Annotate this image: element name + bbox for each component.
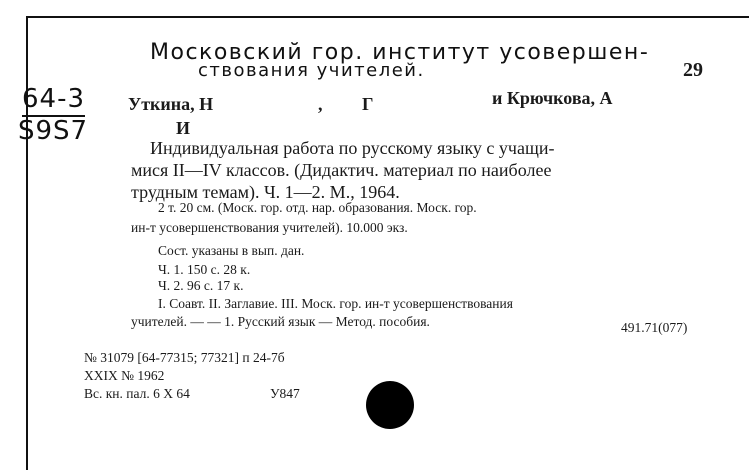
author-first-continued: И bbox=[176, 118, 191, 138]
tracings-line-2: учителей. — — 1. Русский язык — Метод. пособия. bbox=[131, 314, 430, 329]
physical-line-1: 2 т. 20 см. (Моск. гор. отд. нар. образования. Моск. гор. bbox=[158, 200, 477, 215]
note-part-2: Ч. 2. 96 с. 17 к. bbox=[158, 278, 244, 293]
shelfmark-top: 64-3 bbox=[22, 84, 85, 117]
footer-line-3: Вс. кн. пал. 6 X 64 bbox=[84, 386, 190, 401]
note-part-1: Ч. 1. 150 с. 28 к. bbox=[158, 262, 251, 277]
author-first-patronymic: Г bbox=[362, 94, 374, 114]
footer-line-1: № 31079 [64-77315; 77321] п 24-7б bbox=[84, 350, 285, 365]
card-number: 29 bbox=[683, 59, 703, 81]
classification-number: 491.71(077) bbox=[621, 320, 688, 335]
title-line-2: мися II—IV классов. (Дидактич. материал по наиболее bbox=[131, 160, 552, 180]
title-line-3: трудным темам). Ч. 1—2. М., 1964. bbox=[131, 182, 400, 202]
note-compilers: Сост. указаны в вып. дан. bbox=[158, 243, 305, 258]
author-comma: , bbox=[318, 94, 323, 114]
title-line-1: Индивидуальная работа по русскому языку с учащи- bbox=[150, 138, 555, 158]
card-punch-hole bbox=[366, 381, 414, 429]
shelfmark-bottom: S9S7 bbox=[18, 116, 89, 146]
author-second: и Крючкова, А bbox=[492, 88, 613, 108]
footer-code: У847 bbox=[270, 386, 300, 401]
author-first-surname: Уткина, Н bbox=[128, 94, 214, 114]
institution-handwritten-line1: Московский гор. институт усовершен- bbox=[150, 40, 650, 65]
physical-line-2: ин-т усовершенствования учителей). 10.000 экз. bbox=[131, 220, 408, 235]
institution-handwritten-line2: ствования учителей. bbox=[198, 60, 425, 81]
footer-line-2: XXIX № 1962 bbox=[84, 368, 165, 383]
tracings-line-1: I. Соавт. II. Заглавие. III. Моск. гор. ин-т усовершенствования bbox=[158, 296, 513, 311]
